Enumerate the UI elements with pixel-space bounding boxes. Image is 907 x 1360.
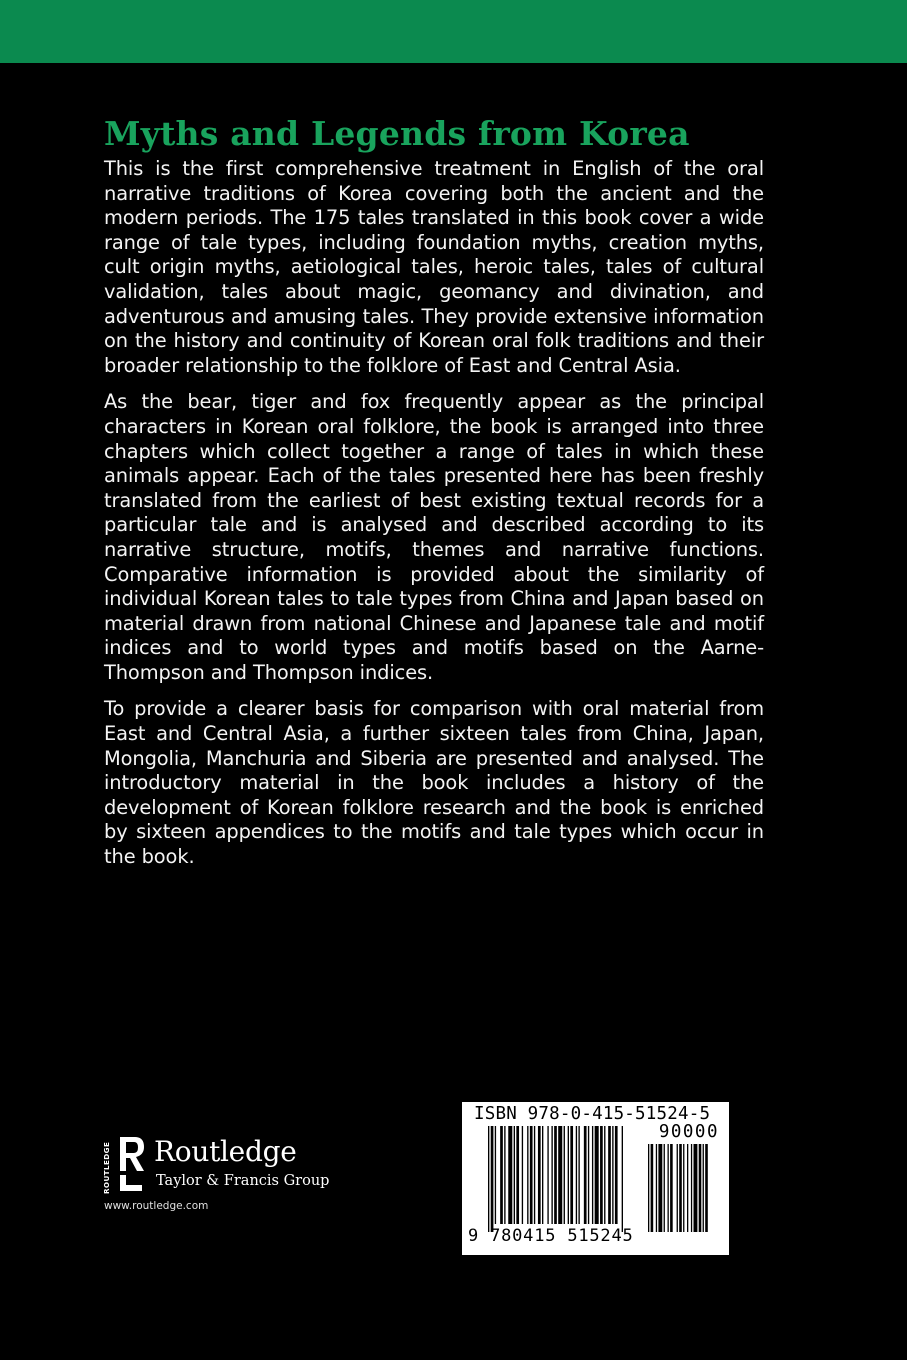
addon-bar bbox=[687, 1144, 688, 1232]
publisher-vertical-text: ROUTLEDGE bbox=[102, 1141, 111, 1194]
back-cover-blurb bbox=[104, 157, 764, 882]
addon-bar bbox=[670, 1144, 673, 1232]
barcode-bar bbox=[530, 1126, 533, 1224]
barcode-bar bbox=[538, 1126, 541, 1224]
addon-bar bbox=[691, 1144, 692, 1232]
barcode-bar bbox=[584, 1126, 587, 1224]
barcode-bar bbox=[578, 1126, 579, 1224]
addon-bar bbox=[699, 1144, 702, 1232]
book-title: Myths and Legends from Korea bbox=[104, 114, 690, 153]
barcode-bar bbox=[554, 1126, 557, 1224]
addon-bar bbox=[668, 1144, 669, 1232]
barcode-bar bbox=[612, 1126, 613, 1224]
barcode-bar bbox=[495, 1126, 496, 1224]
addon-bar bbox=[656, 1144, 657, 1232]
barcode-bar bbox=[522, 1126, 523, 1224]
barcode-bar bbox=[551, 1126, 552, 1224]
addon-bar bbox=[683, 1144, 684, 1232]
barcode-bar bbox=[570, 1126, 573, 1224]
barcode-bar bbox=[527, 1126, 528, 1224]
barcode-bar bbox=[608, 1126, 611, 1224]
addon-bar bbox=[679, 1144, 682, 1232]
ean-digits: 9 780415 515245 bbox=[468, 1226, 634, 1246]
publisher-url: www.routledge.com bbox=[104, 1200, 209, 1212]
publisher-group: Taylor & Francis Group bbox=[156, 1173, 330, 1189]
addon-bar bbox=[651, 1144, 654, 1232]
barcode-bar bbox=[558, 1126, 562, 1224]
blurb-paragraph-1: This is the first comprehensive treatment in English of the oral narrative traditions of Korea covering both the ancient and the modern periods. The 175 tales translated in this book cover a wide range of tale types, including foundation myths, creation myths, cult origin myths, aetiological tales, heroic tales, tales of cultural validation, tales about magic, geomancy and divination, and adventurous and amusing tales. They provide extensive information on the history and continuity of Korean oral folk traditions and their broader relationship to the folklore of East and Central Asia. bbox=[104, 157, 764, 377]
barcode-bar bbox=[547, 1126, 548, 1224]
barcode-bar bbox=[534, 1126, 535, 1224]
barcode-bar bbox=[504, 1126, 505, 1224]
barcode-bar bbox=[576, 1126, 577, 1224]
barcode-bar bbox=[592, 1126, 593, 1224]
top-color-band bbox=[0, 0, 907, 63]
barcode-bar bbox=[542, 1126, 543, 1224]
publisher-logo bbox=[102, 1133, 362, 1195]
addon-bar bbox=[664, 1144, 665, 1232]
barcode-bar bbox=[516, 1126, 519, 1224]
barcode-bar bbox=[491, 1126, 494, 1232]
addon-bar bbox=[648, 1144, 649, 1232]
blurb-paragraph-3: To provide a clearer basis for comparison with oral material from East and Central Asia, a further sixteen tales from China, Japan, Mongolia, Manchuria and Siberia are presented and analysed. The introductory material in the book includes a history of the development of Korean folklore research and the book is enriched by sixteen appendices to the motifs and tale types which occur in the book. bbox=[104, 697, 764, 869]
isbn-label: ISBN 978-0-415-51524-5 bbox=[474, 1104, 711, 1124]
price-code: 90000 bbox=[658, 1122, 719, 1142]
barcode-bar bbox=[615, 1126, 618, 1224]
barcode-bar bbox=[604, 1126, 605, 1224]
addon-bar bbox=[703, 1144, 704, 1232]
barcode-bar bbox=[564, 1126, 565, 1224]
barcode-bar bbox=[588, 1126, 589, 1224]
barcode-bar bbox=[500, 1126, 503, 1224]
addon-bar bbox=[705, 1144, 708, 1232]
barcode-bar bbox=[622, 1126, 623, 1232]
routledge-r-mark-icon bbox=[102, 1133, 146, 1195]
barcode-bar bbox=[514, 1126, 515, 1224]
addon-bar bbox=[694, 1144, 698, 1232]
barcode-bar bbox=[568, 1126, 569, 1224]
barcode-bar bbox=[488, 1126, 489, 1232]
isbn-barcode bbox=[462, 1102, 729, 1255]
barcode-bar bbox=[508, 1126, 512, 1224]
barcode-bar bbox=[595, 1126, 599, 1224]
barcode-bar bbox=[600, 1126, 603, 1224]
addon-bar bbox=[658, 1144, 662, 1232]
addon-bar bbox=[677, 1144, 678, 1232]
publisher-name: Routledge bbox=[154, 1135, 297, 1168]
blurb-paragraph-2: As the bear, tiger and fox frequently appear as the principal characters in Korean oral folklore, the book is arranged into three chapters which collect together a range of tales in which these animals appear. Each of the tales presented here has been freshly translated from the earliest of best existing textual records for a particular tale and is analysed and described according to its narrative structure, motifs, themes and narrative functions. Comparative information is provided about the similarity of individual Korean tales to tale types from China and Japan based on material drawn from national Chinese and Japanese tale and motif indices and to world types and motifs based on the Aarne-Thompson and Thompson indices. bbox=[104, 390, 764, 684]
